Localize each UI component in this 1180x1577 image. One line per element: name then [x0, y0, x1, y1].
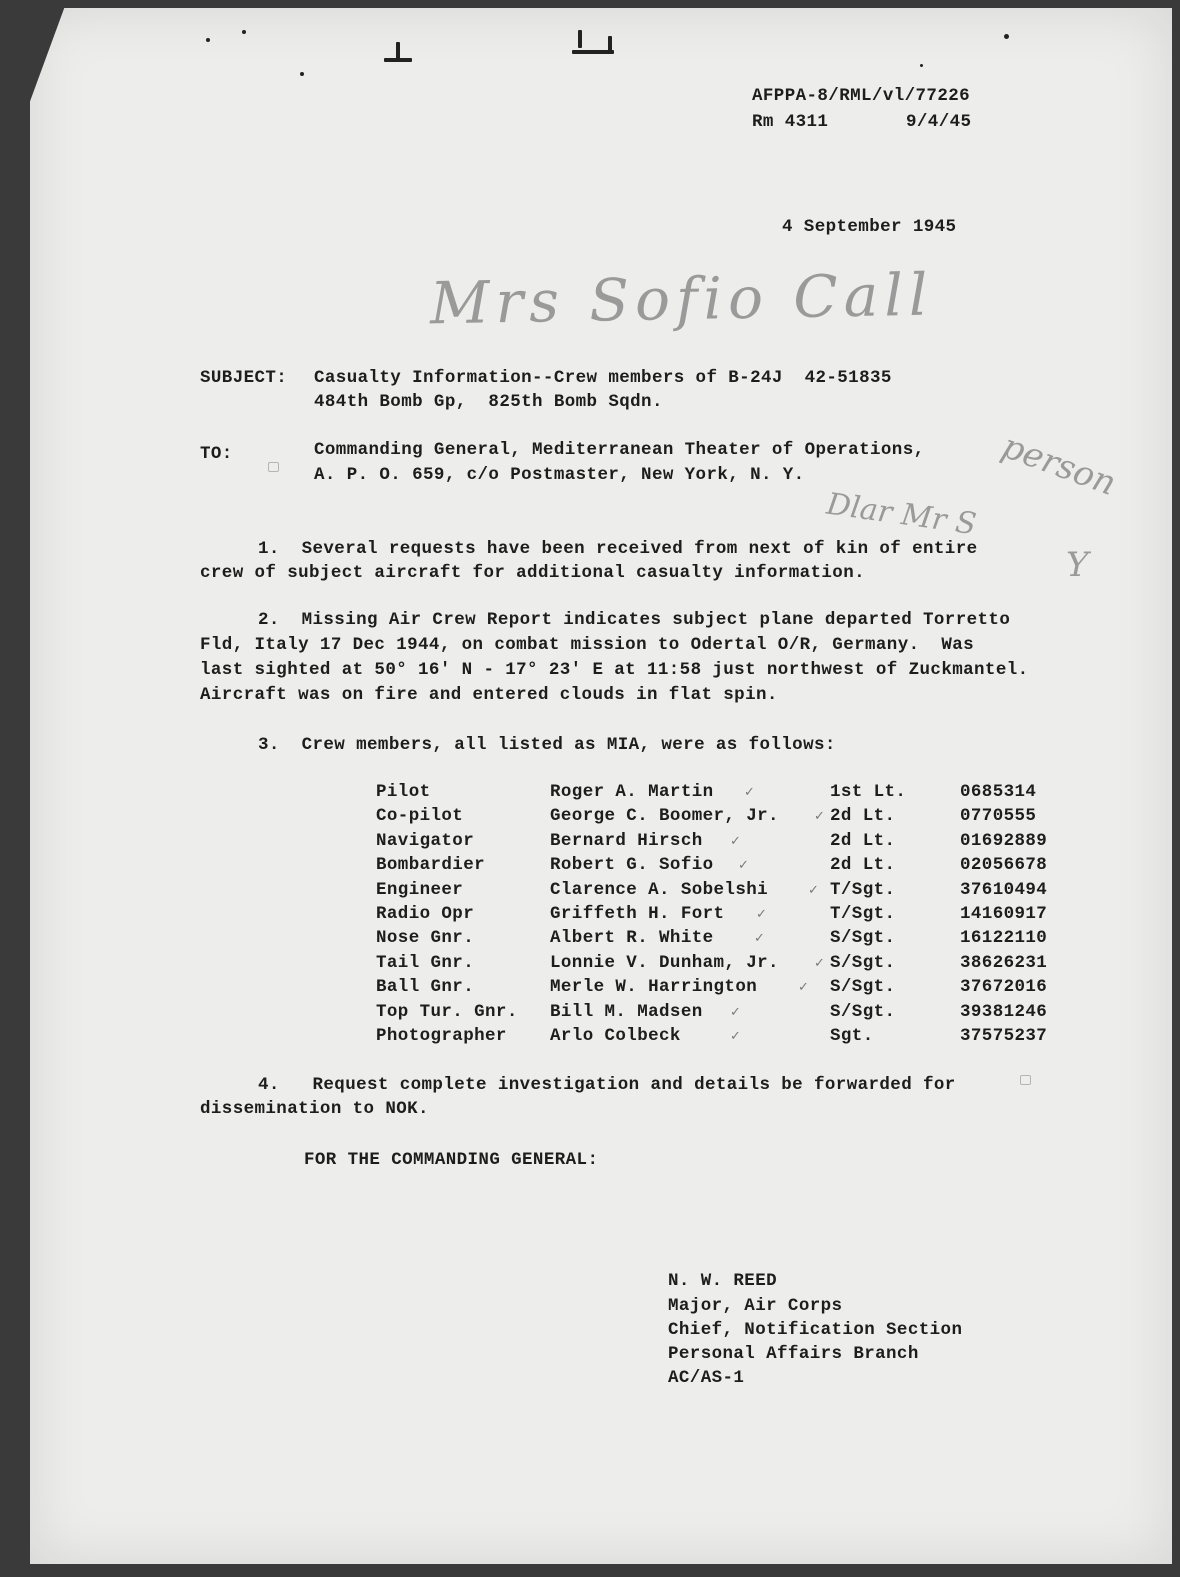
- room-number: Rm 4311: [752, 112, 829, 132]
- ink-speck: [206, 38, 210, 42]
- crew-name: Clarence A. Sobelshi: [550, 879, 769, 900]
- signature-title: Chief, Notification Section: [668, 1320, 963, 1340]
- closing-line: FOR THE COMMANDING GENERAL:: [304, 1150, 599, 1170]
- stamp-mark: [268, 462, 279, 472]
- crew-position: Tail Gnr.: [376, 952, 475, 973]
- crew-rank: T/Sgt.: [830, 904, 896, 924]
- pencil-check-icon: ✓: [730, 1004, 741, 1020]
- pencil-check-icon: ✓: [754, 931, 765, 947]
- letter-date: 4 September 1945: [782, 217, 957, 237]
- crew-serial: 0685314: [960, 782, 1037, 802]
- crew-rank: 2d Lt.: [830, 855, 896, 876]
- crew-serial: 37672016: [960, 977, 1048, 998]
- crew-position: Pilot: [376, 782, 431, 802]
- paragraph-2-line: 2. Missing Air Crew Report indicates subject plane departed Torretto: [258, 610, 1011, 630]
- crew-name: Arlo Colbeck: [550, 1026, 681, 1046]
- punch-mark: [572, 50, 614, 54]
- stamp-mark: [1020, 1075, 1031, 1085]
- handwritten-margin-note: Dlar Mr S: [824, 486, 979, 543]
- paragraph-1-line: 1. Several requests have been received from next of kin of entire: [258, 539, 978, 559]
- signature-title: Major, Air Corps: [668, 1296, 843, 1316]
- pencil-check-icon: ✓: [756, 907, 767, 922]
- crew-name: Lonnie V. Dunham, Jr.: [550, 952, 779, 973]
- crew-name: Robert G. Sofio: [550, 855, 714, 876]
- reference-date: 9/4/45: [906, 112, 972, 132]
- crew-name: Albert R. White: [550, 928, 714, 949]
- pencil-check-icon: ✓: [744, 785, 755, 800]
- crew-name: Bill M. Madsen: [550, 1001, 703, 1022]
- paragraph-4-line: 4. Request complete investigation and details be forwarded for: [258, 1075, 956, 1095]
- subject-line: 484th Bomb Gp, 825th Bomb Sqdn.: [314, 392, 663, 412]
- crew-serial: 16122110: [960, 928, 1048, 949]
- paragraph-2-line: last sighted at 50° 16' N - 17° 23' E at 11:58 just northwest of Zuckmantel.: [200, 660, 1029, 680]
- paragraph-3: 3. Crew members, all listed as MIA, were as follows:: [258, 735, 836, 755]
- paragraph-4-line: dissemination to NOK.: [200, 1099, 429, 1119]
- crew-position: Photographer: [376, 1026, 507, 1046]
- crew-rank: 2d Lt.: [830, 830, 896, 851]
- handwritten-margin-note: Y: [1066, 545, 1089, 585]
- punch-mark: [384, 58, 412, 62]
- paragraph-1-line: crew of subject aircraft for additional casualty information.: [200, 563, 866, 583]
- paragraph-2-line: Aircraft was on fire and entered clouds in flat spin.: [200, 685, 778, 705]
- crew-rank: 2d Lt.: [830, 806, 896, 827]
- crew-serial: 38626231: [960, 952, 1048, 973]
- pencil-check-icon: ✓: [808, 882, 819, 898]
- crew-name: George C. Boomer, Jr.: [550, 806, 779, 827]
- crew-rank: Sgt.: [830, 1026, 874, 1046]
- crew-name: Merle W. Harrington: [550, 977, 758, 998]
- handwritten-note: Mrs Sofio Call: [429, 260, 934, 338]
- file-reference: AFPPA-8/RML/vl/77226: [752, 86, 971, 106]
- pencil-check-icon: ✓: [814, 809, 825, 825]
- crew-position: Radio Opr: [376, 904, 475, 924]
- crew-position: Ball Gnr.: [376, 977, 475, 998]
- to-label: TO:: [200, 444, 233, 464]
- crew-serial: 02056678: [960, 855, 1048, 876]
- crew-rank: S/Sgt.: [830, 952, 896, 973]
- crew-rank: S/Sgt.: [830, 977, 896, 998]
- crew-rank: S/Sgt.: [830, 928, 896, 949]
- paragraph-2-line: Fld, Italy 17 Dec 1944, on combat mission to Odertal O/R, Germany. Was: [200, 635, 975, 655]
- crew-position: Nose Gnr.: [376, 928, 475, 949]
- signature-name: N. W. REED: [668, 1271, 778, 1291]
- pencil-check-icon: ✓: [730, 833, 741, 849]
- crew-serial: 14160917: [960, 904, 1048, 924]
- subject-label: SUBJECT:: [200, 368, 288, 388]
- signature-title: AC/AS-1: [668, 1368, 745, 1388]
- crew-serial: 39381246: [960, 1001, 1048, 1022]
- pencil-check-icon: ✓: [798, 980, 809, 996]
- punch-mark: [578, 30, 582, 48]
- crew-position: Engineer: [376, 879, 464, 900]
- crew-rank: T/Sgt.: [830, 879, 896, 900]
- ink-speck: [300, 72, 304, 76]
- ink-speck: [920, 64, 923, 67]
- crew-serial: 37610494: [960, 879, 1048, 900]
- crew-serial: 0770555: [960, 806, 1037, 827]
- crew-position: Co-pilot: [376, 806, 464, 827]
- ink-speck: [1004, 34, 1009, 39]
- handwritten-margin-note: person: [996, 426, 1122, 504]
- pencil-check-icon: ✓: [738, 858, 749, 874]
- addressee-line: A. P. O. 659, c/o Postmaster, New York, N. Y.: [314, 465, 805, 485]
- pencil-check-icon: ✓: [814, 955, 825, 971]
- subject-line: Casualty Information--Crew members of B-24J 42-51835: [314, 368, 892, 388]
- crew-serial: 37575237: [960, 1026, 1048, 1046]
- crew-name: Griffeth H. Fort: [550, 904, 725, 924]
- ink-speck: [242, 30, 246, 34]
- crew-name: Roger A. Martin: [550, 782, 714, 802]
- crew-position: Navigator: [376, 830, 475, 851]
- pencil-check-icon: ✓: [730, 1029, 741, 1044]
- crew-rank: S/Sgt.: [830, 1001, 896, 1022]
- addressee-line: Commanding General, Mediterranean Theater of Operations,: [314, 440, 925, 460]
- crew-position: Top Tur. Gnr.: [376, 1001, 518, 1022]
- crew-position: Bombardier: [376, 855, 486, 876]
- signature-title: Personal Affairs Branch: [668, 1344, 919, 1364]
- crew-serial: 01692889: [960, 830, 1048, 851]
- crew-rank: 1st Lt.: [830, 782, 907, 802]
- crew-name: Bernard Hirsch: [550, 830, 703, 851]
